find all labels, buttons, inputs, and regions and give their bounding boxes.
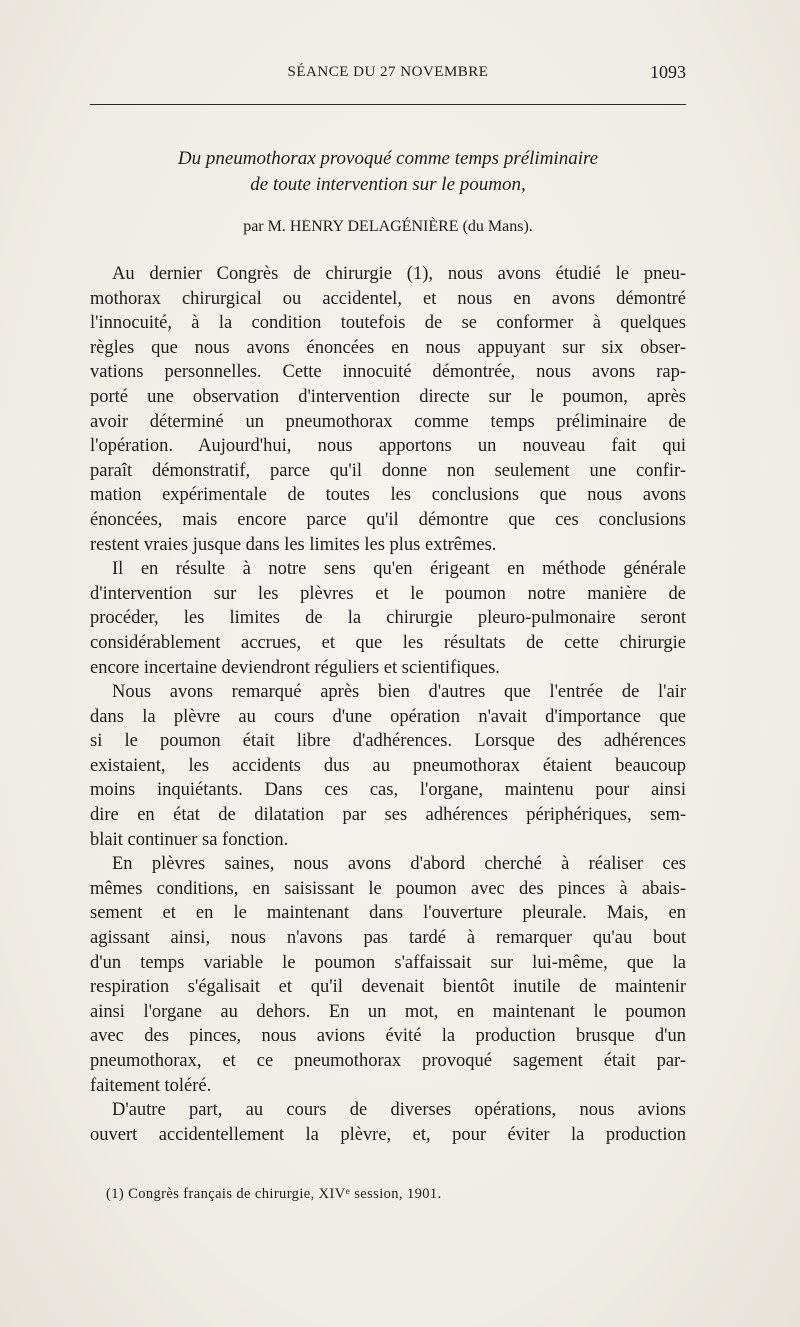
text-line: ainsi l'organe au dehors. En un mot, en maintenant le poumon bbox=[90, 1001, 686, 1022]
text-line: ouvert accidentellement la plèvre, et, pour éviter la production bbox=[90, 1124, 686, 1145]
text-line: si le poumon était libre d'adhérences. Lorsque des adhérences bbox=[90, 731, 686, 752]
text-line: respiration s'égalisait et qu'il devenait bientôt inutile de maintenir bbox=[90, 977, 686, 998]
text-line: avec des pinces, nous avions évité la production brusque d'un bbox=[90, 1026, 686, 1047]
text-line: mothorax chirurgical ou accidentel, et nous en avons démontré bbox=[90, 288, 686, 309]
footnote-marker: (1) bbox=[106, 1186, 125, 1202]
running-head bbox=[90, 60, 686, 86]
text-line: l'opération. Aujourd'hui, nous apportons un nouveau fait qui bbox=[90, 436, 686, 457]
text-line: dans la plèvre au cours d'une opération n'avait d'importance que bbox=[90, 706, 686, 727]
text-line: Nous avons remarqué après bien d'autres que l'entrée de l'air bbox=[112, 682, 686, 703]
footnote-superscript: e bbox=[345, 1186, 351, 1197]
text-line: procéder, les limites de la chirurgie pleuro-pulmonaire seront bbox=[90, 608, 686, 629]
text-line: avoir déterminé un pneumothorax comme temps préliminaire de bbox=[90, 411, 686, 432]
text-line: existaient, les accidents dus au pneumothorax étaient beaucoup bbox=[90, 755, 686, 776]
header-rule bbox=[90, 104, 686, 105]
text-line: agissant ainsi, nous n'avons pas tardé à remarquer qu'au bout bbox=[90, 928, 686, 949]
article-title bbox=[90, 146, 686, 198]
text-line: d'intervention sur les plèvres et le poumon notre manière de bbox=[90, 583, 686, 604]
article-title-line-1: Du pneumothorax provoqué comme temps préliminaire bbox=[177, 148, 599, 169]
page-number: 1093 bbox=[650, 62, 686, 82]
text-line: faitement toléré. bbox=[90, 1075, 212, 1096]
text-line: D'autre part, au cours de diverses opérations, nous avions bbox=[112, 1100, 686, 1121]
text-line: vations personnelles. Cette innocuité démontrée, nous avons rap- bbox=[90, 362, 686, 383]
text-line: encore incertaine deviendront réguliers et scientifiques. bbox=[90, 657, 500, 678]
text-line: mêmes conditions, en saisissant le poumon avec des pinces à abais- bbox=[90, 878, 686, 899]
text-line: Il en résulte à notre sens qu'en érigeant en méthode générale bbox=[112, 559, 686, 580]
article-title-line-2: de toute intervention sur le poumon, bbox=[250, 174, 526, 195]
text-line: d'un temps variable le poumon s'affaissait sur lui-même, que la bbox=[90, 952, 686, 973]
footnote-text: Congrès français de chirurgie, XIV bbox=[128, 1186, 346, 1202]
text-line: dire en état de dilatation par ses adhérences périphériques, sem- bbox=[90, 805, 686, 826]
text-line: Au dernier Congrès de chirurgie (1), nous avons étudié le pneu- bbox=[112, 264, 686, 284]
text-line: l'innocuité, à la condition toutefois de se conformer à quelques bbox=[90, 313, 686, 334]
footnote bbox=[106, 1186, 442, 1203]
text-line: blait continuer sa fonction. bbox=[90, 829, 289, 850]
text-line: porté une observation d'intervention directe sur le poumon, après bbox=[90, 386, 686, 407]
text-line: règles que nous avons énoncées en nous appuyant sur six obser- bbox=[90, 337, 686, 358]
text-line: restent vraies jusque dans les limites les plus extrêmes. bbox=[90, 534, 497, 555]
text-line: pneumothorax, et ce pneumothorax provoqué sagement était par- bbox=[90, 1051, 686, 1071]
text-line: sement et en le maintenant dans l'ouverture pleurale. Mais, en bbox=[90, 903, 686, 924]
text-line: moins inquiétants. Dans ces cas, l'organe, maintenu pour ainsi bbox=[90, 780, 686, 801]
text-line: énoncées, mais encore parce qu'il démontre que ces conclusions bbox=[90, 509, 686, 530]
author-byline: par M. HENRY DELAGÉNIÈRE (du Mans). bbox=[243, 218, 533, 235]
text-line: mation expérimentale de toutes les conclusions que nous avons bbox=[90, 485, 686, 506]
running-title: SÉANCE DU 27 NOVEMBRE bbox=[287, 64, 489, 80]
footnote-text-end: session, 1901. bbox=[350, 1186, 442, 1202]
text-line: considérablement accrues, et que les résultats de cette chirurgie bbox=[90, 632, 686, 653]
text-line: En plèvres saines, nous avons d'abord cherché à réaliser ces bbox=[112, 854, 686, 875]
text-line: paraît démonstratif, parce qu'il donne non seulement une confir- bbox=[90, 460, 686, 481]
body-text bbox=[90, 262, 686, 1147]
